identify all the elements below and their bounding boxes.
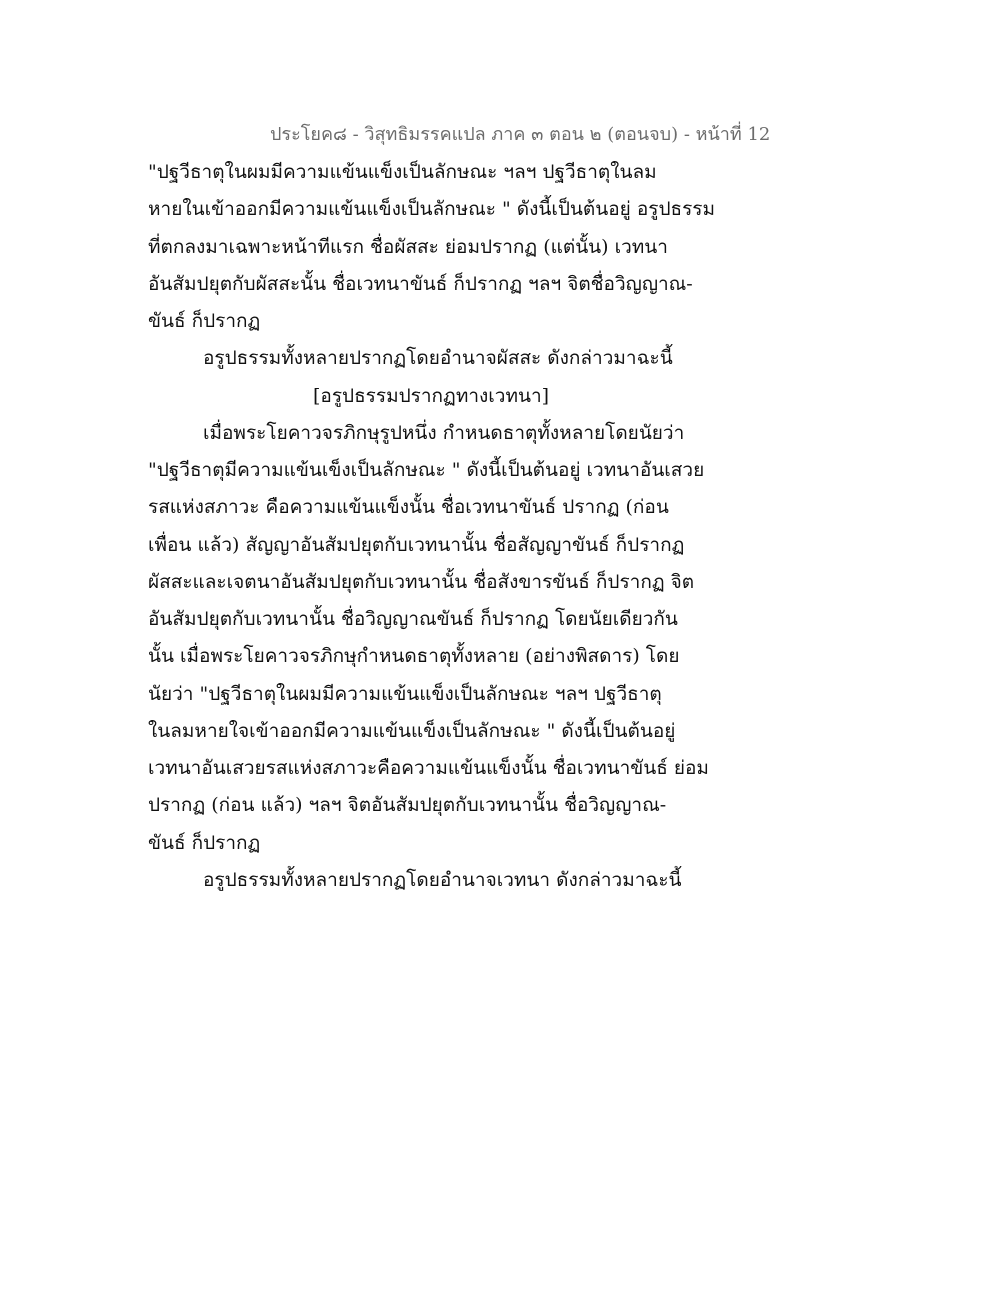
running-header: ประโยค๘ - วิสุทธิมรรคแปล ภาค ๓ ตอน ๒ (ตอนจบ) - หน้าที่ 12 xyxy=(270,124,771,145)
body-line: ในลมหายใจเข้าออกมีความแข้นแข็งเป็นลักษณะ " ดังนี้เป็นต้นอยู่ xyxy=(148,719,676,742)
body-line: รสแห่งสภาวะ คือความแข้นแข็งนั้น ชื่อเวทนาขันธ์ ปรากฏ (ก่อน xyxy=(148,496,669,519)
body-line: อันสัมปยุตกับผัสสะนั้น ชื่อเวทนาขันธ์ ก็ปรากฏ ฯลฯ จิตชื่อวิญญาณ- xyxy=(148,272,693,295)
body-line: นัยว่า "ปฐวีธาตุในผมมีความแข้นแข็งเป็นลักษณะ ฯลฯ ปฐวีธาตุ xyxy=(148,682,662,705)
body-line: เพื่อน แล้ว) สัญญาอันสัมปยุตกับเวทนานั้น ชื่อสัญญาขันธ์ ก็ปรากฏ xyxy=(148,533,685,556)
body-line: ผัสสะและเจตนาอันสัมปยุตกับเวทนานั้น ชื่อสังขารขันธ์ ก็ปรากฏ จิต xyxy=(148,570,695,593)
body-line: ที่ตกลงมาเฉพาะหน้าทีแรก ชื่อผัสสะ ย่อมปรากฏ (แต่นั้น) เวทนา xyxy=(148,235,668,258)
body-line: ขันธ์ ก็ปรากฏ xyxy=(148,310,261,332)
body-line: เวทนาอันเสวยรสแห่งสภาวะคือความแข้นแข็งนั้น ชื่อเวทนาขันธ์ ย่อม xyxy=(148,757,709,779)
section-heading: [อรูปธรรมปรากฏทางเวทนา] xyxy=(313,384,550,407)
body-line: อันสัมปยุตกับเวทนานั้น ชื่อวิญญาณขันธ์ ก็ปรากฏ โดยนัยเดียวกัน xyxy=(148,608,678,630)
body-line: ขันธ์ ก็ปรากฏ xyxy=(148,831,261,854)
body-line: นั้น เมื่อพระโยคาวจรภิกษุกำหนดธาตุทั้งหลาย (อย่างพิสดาร) โดย xyxy=(148,645,680,668)
body-line: ปรากฏ (ก่อน แล้ว) ฯลฯ จิตอันสัมปยุตกับเวทนานั้น ชื่อวิญญาณ- xyxy=(148,794,667,817)
paragraph-first-line: อรูปธรรมทั้งหลายปรากฏโดยอำนาจผัสสะ ดังกล่าวมาฉะนี้ xyxy=(203,347,673,370)
paragraph-first-line: เมื่อพระโยคาวจรภิกษุรูปหนึ่ง กำหนดธาตุทั้งหลายโดยนัยว่า xyxy=(203,421,685,444)
body-line: "ปฐวีธาตุมีความแข้นเข็งเป็นลักษณะ " ดังนี้เป็นต้นอยู่ เวทนาอันเสวย xyxy=(148,459,705,481)
body-text xyxy=(148,154,718,899)
paragraph-first-line: อรูปธรรมทั้งหลายปรากฏโดยอำนาจเวทนา ดังกล่าวมาฉะนี้ xyxy=(203,868,682,891)
body-line: หายในเข้าออกมีความแข้นแข็งเป็นลักษณะ " ดังนี้เป็นต้นอยู่ อรูปธรรม xyxy=(148,198,716,221)
body-line: "ปฐวีธาตุในผมมีความแข้นแข็งเป็นลักษณะ ฯลฯ ปฐวีธาตุในลม xyxy=(148,161,657,183)
